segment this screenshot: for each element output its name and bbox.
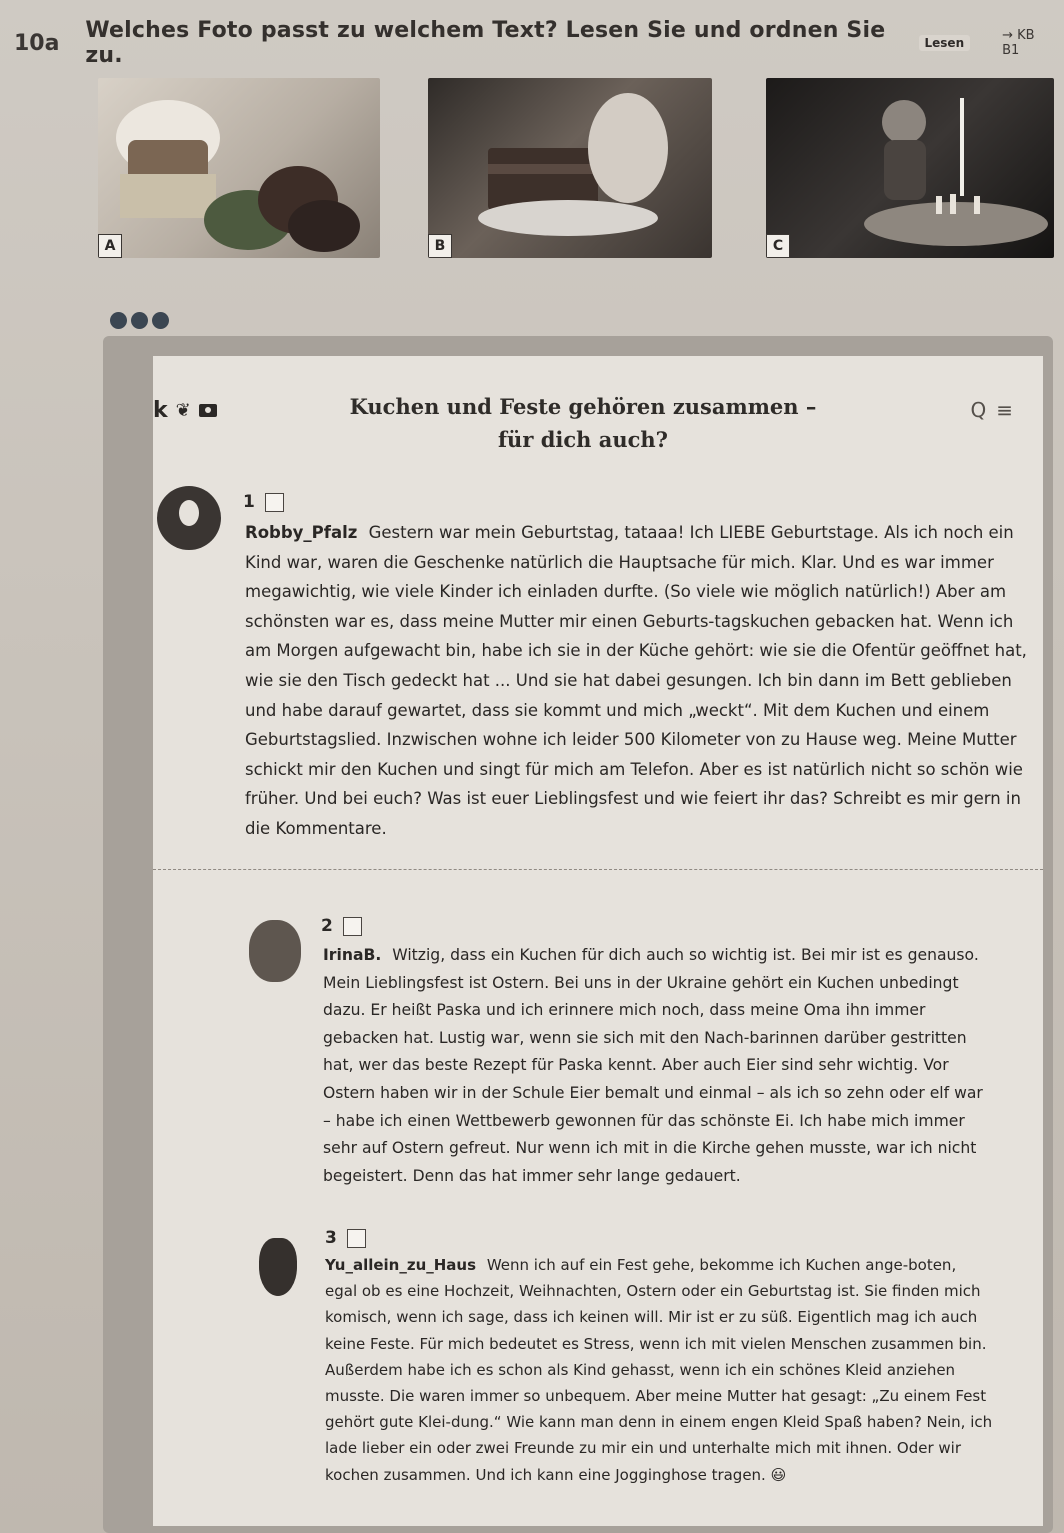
post-number xyxy=(321,916,362,936)
post-number xyxy=(325,1228,366,1248)
avatar xyxy=(157,486,221,550)
workbook-reference: → KB B1 xyxy=(1002,28,1035,58)
blog-nav-icons xyxy=(153,398,217,423)
post-username: IrinaB. xyxy=(323,946,382,964)
post-username: Yu_allein_zu_Haus xyxy=(325,1256,477,1274)
post-index: 3 xyxy=(325,1228,337,1248)
avatar xyxy=(249,920,301,982)
post-index: 1 xyxy=(243,492,255,512)
blog-tools xyxy=(970,398,1013,422)
exercise-header xyxy=(14,18,1054,68)
blog-title: Kuchen und Feste gehören zusammen – für dich auch? xyxy=(349,394,817,452)
task-number: 10a xyxy=(14,30,60,56)
blog-topbar xyxy=(153,376,1043,466)
avatar xyxy=(259,1238,297,1296)
birthday-candles-photo-icon xyxy=(766,78,1054,258)
answer-checkbox[interactable] xyxy=(343,917,362,936)
browser-window-dots xyxy=(110,312,169,329)
blog-logo: k xyxy=(153,398,168,423)
post-body: Witzig, dass ein Kuchen für dich auch so wichtig ist. Bei mir ist es genauso. Mein Lieblingsfest ist Ostern. Bei uns in der Ukraine gehört ein Kuchen unbedingt dazu. Er heißt Paska und ich erinnere mich noch, dass meine Oma ihn immer gebacken hat. Lustig war, wenn sie sich mit den Nach-barinnen darüber gestritten hat, wer das beste Rezept für Paska kennt. Aber auch Eier sind sehr wichtig. Vor Ostern haben wir in der Schule Eier bemalt und einmal – als ich so zehn oder elf war – habe ich einen Wettbewerb gewonnen für das schönste Ei. Ich habe mich immer sehr auf Ostern gefreut. Nur wenn ich mit in die Kirche gehen musste, war ich nicht begeistert. Denn das hat immer sehr lange gedauert. xyxy=(323,946,983,1185)
post-divider xyxy=(153,869,1043,870)
photo-label: B xyxy=(428,234,452,258)
post-index: 2 xyxy=(321,916,333,936)
answer-checkbox[interactable] xyxy=(347,1229,366,1248)
menu-icon[interactable]: ≡ xyxy=(996,398,1013,422)
blog-post xyxy=(325,1252,993,1488)
photo-c xyxy=(766,78,1054,258)
window-dot xyxy=(152,312,169,329)
photo-a xyxy=(98,78,380,258)
task-title: Welches Foto passt zu welchem Text? Lesen Sie und ordnen Sie zu. xyxy=(85,18,886,68)
photo-label: C xyxy=(766,234,790,258)
cake-plate-photo-icon xyxy=(428,78,712,258)
answer-checkbox[interactable] xyxy=(265,493,284,512)
blog-post xyxy=(323,942,993,1190)
heart-icon[interactable]: ❦ xyxy=(175,400,191,421)
skill-tag: Lesen xyxy=(919,35,971,51)
post-username: Robby_Pfalz xyxy=(245,523,358,542)
window-dot xyxy=(131,312,148,329)
blog-post xyxy=(245,518,1035,844)
search-icon[interactable]: Q xyxy=(970,398,987,422)
camera-icon[interactable] xyxy=(199,404,217,417)
post-body: Wenn ich auf ein Fest gehe, bekomme ich Kuchen ange-boten, egal ob es eine Hochzeit, Weihnachten, Ostern oder ein Geburtstag ist. Sie finden mich komisch, wenn ich sage, dass ich keinen will. Mir ist er zu süß. Eigentlich mag ich auch keine Feste. Für mich bedeutet es Stress, wenn ich mit vielen Menschen zusammen bin. Außerdem habe ich es schon als Kind gehasst, wenn ich ein schönes Kleid anziehen musste. Die waren immer so unbequem. Aber meine Mutter hat gesagt: „Zu einem Fest gehört gute Klei-dung.“ Wie kann man denn in einem engen Kleid Spaß haben? Nein, ich lade lieber ein oder zwei Freunde zu mir ein und unterhalte mich mit ihnen. Oder wir kochen zusammen. Und ich kann eine Jogginghose tragen. 😃 xyxy=(325,1256,993,1484)
post-body: Gestern war mein Geburtstag, tataaa! Ich LIEBE Geburtstage. Als ich noch ein Kind war, waren die Geschenke natürlich die Hauptsache für mich. Klar. Und es war immer megawichtig, wie viele Kinder ich einladen durfte. (So viele wie möglich natürlich!) Aber am schönsten war es, dass meine Mutter mir einen Geburts-tagskuchen gebacken hat. Wenn ich am Morgen aufgewacht bin, habe ich sie in der Küche gehört: wie sie die Ofentür geöffnet hat, wie sie den Tisch gedeckt hat ... Und sie hat dabei gesungen. Ich bin dann im Bett geblieben und habe darauf gewartet, dass sie kommt und mich „weckt“. Mit dem Kuchen und einem Geburtstagslied. Inzwischen wohne ich leider 500 Kilometer von zu Hause weg. Meine Mutter schickt mir den Kuchen und singt für mich am Telefon. Aber es ist natürlich nicht so schön wie früher. Und bei euch? Was ist euer Lieblingsfest und wie feiert ihr das? Schreibt es mir gern in die Kommentare. xyxy=(245,523,1027,838)
photo-label: A xyxy=(98,234,122,258)
photo-b xyxy=(428,78,712,258)
blog-content xyxy=(153,356,1043,1526)
blog-card xyxy=(103,336,1053,1533)
post-number xyxy=(243,492,284,512)
window-dot xyxy=(110,312,127,329)
easter-cake-photo-icon xyxy=(98,78,380,258)
